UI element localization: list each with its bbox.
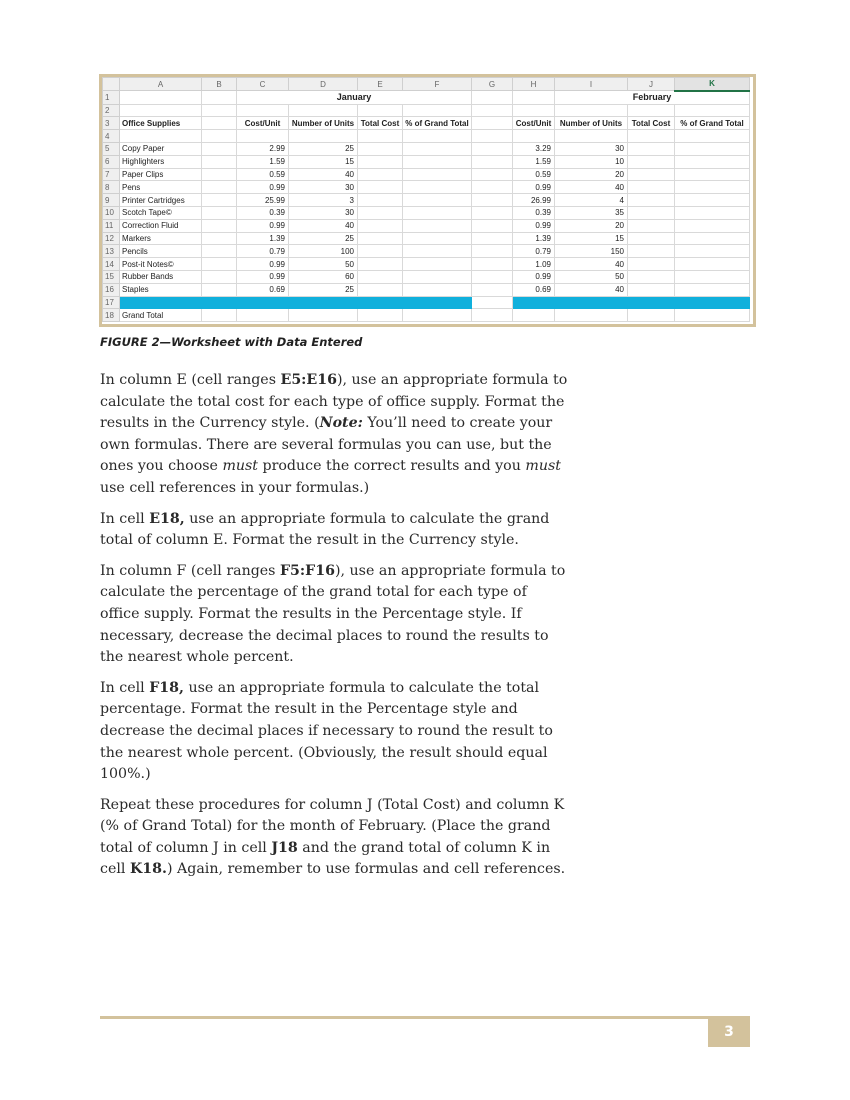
cell: [403, 130, 472, 143]
item-name: Post-it Notes©: [120, 258, 202, 271]
feb-pct-grand-total: [675, 219, 750, 232]
cell: [472, 194, 513, 207]
text-run: produce the correct results and you: [258, 458, 526, 475]
sheet-row: [103, 296, 750, 309]
row-header: 11: [103, 219, 120, 232]
table-row: [103, 245, 750, 258]
item-name: Staples: [120, 283, 202, 296]
jan-number-units: 40: [289, 168, 358, 181]
cell: [472, 245, 513, 258]
cell: [289, 309, 358, 322]
jan-number-units: 3: [289, 194, 358, 207]
jan-total-cost: [358, 206, 403, 219]
cell: [472, 155, 513, 168]
jan-pct-grand-total: [403, 232, 472, 245]
table-row: [103, 168, 750, 181]
paragraph-cell-f18: [100, 678, 570, 786]
feb-pct-grand-total: [675, 142, 750, 155]
cell: [472, 296, 513, 309]
feb-number-units: 4: [555, 194, 628, 207]
jan-cost-unit: 0.99: [237, 219, 289, 232]
cell: [513, 104, 555, 117]
figure-caption: FIGURE 2—Worksheet with Data Entered: [100, 335, 363, 349]
row-header: 1: [103, 91, 120, 104]
jan-pct-grand-total: [403, 219, 472, 232]
cell-ref: K18.: [129, 861, 167, 878]
feb-number-units: 30: [555, 142, 628, 155]
jan-total-cost: [358, 194, 403, 207]
cell: [120, 104, 202, 117]
fill-band: [289, 296, 358, 309]
cell: [675, 130, 750, 143]
jan-number-units: 60: [289, 270, 358, 283]
jan-cost-unit: 0.79: [237, 245, 289, 258]
cell-ref: E5:E16: [280, 372, 337, 388]
jan-pct-grand-total: [403, 258, 472, 271]
feb-pct-grand-total: [675, 155, 750, 168]
row-header: 9: [103, 194, 120, 207]
item-name: Highlighters: [120, 155, 202, 168]
column-header: F: [403, 78, 472, 91]
text-run: In cell: [100, 679, 150, 696]
fill-band: [202, 296, 237, 309]
feb-number-units: 40: [555, 283, 628, 296]
paragraph-column-e: [100, 370, 570, 500]
feb-total-cost: [628, 219, 675, 232]
item-name: Pencils: [120, 245, 202, 258]
row-header: 13: [103, 245, 120, 258]
feb-cost-unit: 0.39: [513, 206, 555, 219]
cell: [675, 104, 750, 117]
column-header: B: [202, 78, 237, 91]
cell: [555, 309, 628, 322]
jan-total-cost: [358, 258, 403, 271]
feb-cost-unit: 26.99: [513, 194, 555, 207]
feb-total-cost: [628, 142, 675, 155]
cell: [289, 104, 358, 117]
table-row: [103, 142, 750, 155]
jan-cost-unit: 1.39: [237, 232, 289, 245]
header-pct-grand-total: % of Grand Total: [403, 117, 472, 130]
feb-cost-unit: 1.09: [513, 258, 555, 271]
figure-worksheet: [99, 74, 756, 327]
jan-cost-unit: 0.99: [237, 181, 289, 194]
cell: [403, 104, 472, 117]
fill-band: [237, 296, 289, 309]
jan-cost-unit: 0.69: [237, 283, 289, 296]
cell: [202, 181, 237, 194]
sheet-row: [103, 104, 750, 117]
item-name: Printer Cartridges: [120, 194, 202, 207]
feb-number-units: 10: [555, 155, 628, 168]
text-run: Repeat these procedures for column J (Total Cost) and column K (% of Grand Total) for the month of February. (Place the grand total of column J in cell: [100, 796, 565, 856]
row-header: 17: [103, 296, 120, 309]
cell: [555, 104, 628, 117]
emphasis: must: [222, 458, 259, 475]
instructions-body: [100, 370, 570, 890]
cell: [358, 309, 403, 322]
jan-number-units: 25: [289, 142, 358, 155]
text-run: ), use an appropriate formula to calculate the percentage of the grand total for each type of office supply. Format the results in the Percentage style. If necessary, decrease the decimal places to round the results to the nearest whole percent.: [100, 562, 566, 666]
cell: [202, 283, 237, 296]
grand-total-label: Grand Total: [120, 309, 202, 322]
feb-cost-unit: 0.99: [513, 270, 555, 283]
cell: [513, 309, 555, 322]
cell: [472, 104, 513, 117]
row-header: 4: [103, 130, 120, 143]
feb-number-units: 40: [555, 258, 628, 271]
feb-total-cost: [628, 206, 675, 219]
cell: [202, 91, 237, 104]
jan-total-cost: [358, 232, 403, 245]
table-row: [103, 219, 750, 232]
table-row: [103, 232, 750, 245]
cell: [202, 219, 237, 232]
jan-total-cost: [358, 270, 403, 283]
paragraph-column-f: [100, 561, 570, 669]
header-cost-unit: Cost/Unit: [237, 117, 289, 130]
header-number-units: Number of Units: [555, 117, 628, 130]
row-header: 15: [103, 270, 120, 283]
table-row: [103, 258, 750, 271]
text-run: You’ll need to create your own formulas. There are several formulas you can use, but the ones you choose: [100, 415, 553, 475]
feb-total-cost: [628, 270, 675, 283]
jan-pct-grand-total: [403, 270, 472, 283]
jan-pct-grand-total: [403, 245, 472, 258]
cell: [202, 130, 237, 143]
row-header: 10: [103, 206, 120, 219]
header-office-supplies: Office Supplies: [120, 117, 202, 130]
feb-total-cost: [628, 283, 675, 296]
item-name: Pens: [120, 181, 202, 194]
cell: [202, 258, 237, 271]
item-name: Markers: [120, 232, 202, 245]
sheet-row: [103, 309, 750, 322]
column-header: G: [472, 78, 513, 91]
header-total-cost: Total Cost: [358, 117, 403, 130]
fill-band: [403, 296, 472, 309]
cell-ref: E18,: [149, 510, 185, 527]
corner-cell: [103, 78, 120, 91]
cell: [472, 130, 513, 143]
jan-pct-grand-total: [403, 142, 472, 155]
feb-pct-grand-total: [675, 232, 750, 245]
jan-total-cost: [358, 219, 403, 232]
feb-cost-unit: 1.39: [513, 232, 555, 245]
row-header: 5: [103, 142, 120, 155]
feb-number-units: 20: [555, 219, 628, 232]
feb-total-cost: [628, 245, 675, 258]
fill-band: [675, 296, 750, 309]
cell: [472, 309, 513, 322]
feb-number-units: 150: [555, 245, 628, 258]
feb-pct-grand-total: [675, 258, 750, 271]
row-header: 2: [103, 104, 120, 117]
table-row: [103, 206, 750, 219]
feb-cost-unit: 0.99: [513, 219, 555, 232]
text-run: use an appropriate formula to calculate the total percentage. Format the result in the Percentage style and decrease the decimal places if necessary to round the result to the nearest whole percent. (Obviously, the result should equal 100%.): [100, 679, 553, 783]
cell: [202, 194, 237, 207]
cell: [555, 130, 628, 143]
paragraph-cell-e18: [100, 509, 570, 552]
cell: [472, 168, 513, 181]
jan-pct-grand-total: [403, 206, 472, 219]
cell: [675, 309, 750, 322]
feb-total-cost: [628, 232, 675, 245]
cell: [472, 181, 513, 194]
text-run: In column E (cell ranges: [100, 372, 281, 388]
cell: [202, 142, 237, 155]
cell-ref: J18: [271, 839, 298, 856]
text-run: use cell references in your formulas.): [100, 479, 370, 496]
cell: [513, 130, 555, 143]
jan-cost-unit: 2.99: [237, 142, 289, 155]
column-header: I: [555, 78, 628, 91]
cell: [358, 130, 403, 143]
cell: [403, 309, 472, 322]
cell: [202, 206, 237, 219]
cell: [472, 91, 513, 104]
cell: [472, 142, 513, 155]
cell-ref: F5:F16: [279, 562, 335, 579]
jan-cost-unit: 0.39: [237, 206, 289, 219]
feb-number-units: 35: [555, 206, 628, 219]
jan-pct-grand-total: [403, 155, 472, 168]
column-header-row: [103, 78, 750, 91]
feb-total-cost: [628, 168, 675, 181]
sheet-row: [103, 117, 750, 130]
jan-pct-grand-total: [403, 283, 472, 296]
text-run: use an appropriate formula to calculate the grand total of column E. Format the result in the Currency style.: [100, 510, 550, 549]
text-run: ), use an appropriate formula to calculate the total cost for each type of office supply. Format the results in the Currency style. (: [100, 372, 568, 432]
cell: [202, 168, 237, 181]
cell: [202, 155, 237, 168]
cell: [237, 104, 289, 117]
jan-number-units: 15: [289, 155, 358, 168]
cell: [472, 117, 513, 130]
table-row: [103, 155, 750, 168]
feb-pct-grand-total: [675, 270, 750, 283]
jan-cost-unit: 0.99: [237, 258, 289, 271]
feb-pct-grand-total: [675, 168, 750, 181]
feb-number-units: 15: [555, 232, 628, 245]
text-run: In cell: [100, 510, 150, 527]
cell: [628, 104, 675, 117]
feb-total-cost: [628, 155, 675, 168]
feb-cost-unit: 3.29: [513, 142, 555, 155]
feb-pct-grand-total: [675, 283, 750, 296]
column-header: K: [675, 78, 750, 91]
cell: [472, 283, 513, 296]
sheet-row: [103, 130, 750, 143]
feb-pct-grand-total: [675, 206, 750, 219]
jan-number-units: 50: [289, 258, 358, 271]
feb-cost-unit: 0.99: [513, 181, 555, 194]
row-header: 12: [103, 232, 120, 245]
jan-cost-unit: 0.59: [237, 168, 289, 181]
item-name: Paper Clips: [120, 168, 202, 181]
cell: [237, 130, 289, 143]
jan-number-units: 100: [289, 245, 358, 258]
cell: [628, 309, 675, 322]
header-pct-grand-total: % of Grand Total: [675, 117, 750, 130]
header-cost-unit: Cost/Unit: [513, 117, 555, 130]
feb-cost-unit: 0.69: [513, 283, 555, 296]
cell: [237, 309, 289, 322]
jan-total-cost: [358, 283, 403, 296]
column-header: A: [120, 78, 202, 91]
column-header: J: [628, 78, 675, 91]
jan-total-cost: [358, 245, 403, 258]
cell: [358, 104, 403, 117]
jan-total-cost: [358, 155, 403, 168]
fill-band: [628, 296, 675, 309]
fill-band: [555, 296, 628, 309]
spreadsheet-grid: [102, 77, 750, 322]
jan-total-cost: [358, 168, 403, 181]
feb-pct-grand-total: [675, 194, 750, 207]
row-header: 6: [103, 155, 120, 168]
jan-cost-unit: 25.99: [237, 194, 289, 207]
row-header: 16: [103, 283, 120, 296]
item-name: Rubber Bands: [120, 270, 202, 283]
page-number: 3: [708, 1016, 750, 1047]
column-header: C: [237, 78, 289, 91]
row-header: 14: [103, 258, 120, 271]
cell: [202, 270, 237, 283]
footer-rule: [100, 1016, 708, 1019]
cell: [472, 219, 513, 232]
header-total-cost: Total Cost: [628, 117, 675, 130]
item-name: Scotch Tape©: [120, 206, 202, 219]
table-row: [103, 181, 750, 194]
jan-number-units: 25: [289, 283, 358, 296]
column-header: E: [358, 78, 403, 91]
table-row: [103, 270, 750, 283]
fill-band: [120, 296, 202, 309]
feb-total-cost: [628, 181, 675, 194]
cell: [472, 232, 513, 245]
cell: [628, 130, 675, 143]
jan-pct-grand-total: [403, 181, 472, 194]
row-header: 8: [103, 181, 120, 194]
jan-cost-unit: 0.99: [237, 270, 289, 283]
cell: [202, 117, 237, 130]
feb-cost-unit: 0.79: [513, 245, 555, 258]
jan-total-cost: [358, 142, 403, 155]
header-number-units: Number of Units: [289, 117, 358, 130]
table-row: [103, 283, 750, 296]
fill-band: [513, 296, 555, 309]
text-run: In column F (cell ranges: [100, 562, 280, 579]
jan-pct-grand-total: [403, 168, 472, 181]
jan-total-cost: [358, 181, 403, 194]
feb-pct-grand-total: [675, 181, 750, 194]
february-title: February: [555, 91, 750, 104]
feb-cost-unit: 0.59: [513, 168, 555, 181]
note-label: Note:: [319, 415, 363, 432]
feb-total-cost: [628, 258, 675, 271]
row-header: 3: [103, 117, 120, 130]
item-name: Correction Fluid: [120, 219, 202, 232]
cell: [202, 104, 237, 117]
text-run: ) Again, remember to use formulas and cell references.: [166, 861, 566, 878]
jan-number-units: 30: [289, 181, 358, 194]
cell: [202, 309, 237, 322]
feb-number-units: 50: [555, 270, 628, 283]
cell-ref: F18,: [149, 679, 184, 696]
feb-number-units: 20: [555, 168, 628, 181]
cell: [513, 91, 555, 104]
jan-number-units: 25: [289, 232, 358, 245]
cell: [472, 206, 513, 219]
cell: [289, 130, 358, 143]
cell: [472, 270, 513, 283]
january-title: January: [237, 91, 472, 104]
item-name: Copy Paper: [120, 142, 202, 155]
table-row: [103, 194, 750, 207]
cell: [120, 91, 202, 104]
column-header: D: [289, 78, 358, 91]
text-run: and the grand total of column K in cell: [100, 839, 551, 878]
jan-number-units: 40: [289, 219, 358, 232]
cell: [202, 245, 237, 258]
column-header: H: [513, 78, 555, 91]
jan-number-units: 30: [289, 206, 358, 219]
jan-pct-grand-total: [403, 194, 472, 207]
feb-total-cost: [628, 194, 675, 207]
feb-cost-unit: 1.59: [513, 155, 555, 168]
emphasis: must: [525, 458, 561, 475]
paragraph-february: [100, 795, 570, 881]
row-header: 18: [103, 309, 120, 322]
cell: [472, 258, 513, 271]
row-header: 7: [103, 168, 120, 181]
cell: [120, 130, 202, 143]
feb-pct-grand-total: [675, 245, 750, 258]
jan-cost-unit: 1.59: [237, 155, 289, 168]
sheet-row: [103, 91, 750, 104]
fill-band: [358, 296, 403, 309]
feb-number-units: 40: [555, 181, 628, 194]
cell: [202, 232, 237, 245]
